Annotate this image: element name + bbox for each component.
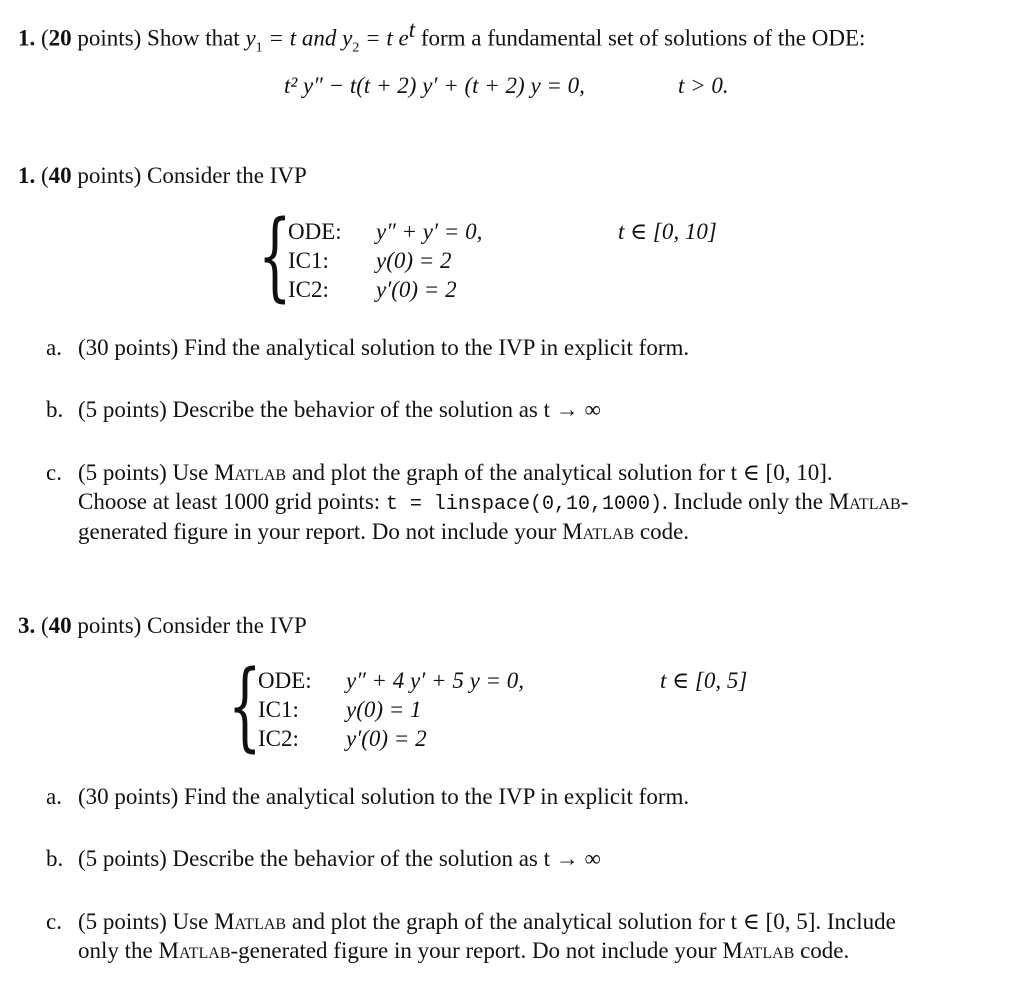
problem-3-number: 3. [18, 613, 36, 638]
problem-2-label-ic2: IC2: [288, 277, 329, 302]
problem-2-number: 1. [18, 163, 36, 188]
problem-3-domain: t ∈ [0, 5] [660, 668, 748, 693]
matlab-name: Matlab [828, 489, 901, 514]
problem-2b-label: b. [46, 397, 64, 422]
problem-3c-line2-mid: -generated figure in your report. Do not include your [230, 938, 723, 963]
problem-3-ode: y″ + 4 y′ + 5 y = 0, [346, 668, 525, 693]
y2-exponent: t [408, 17, 416, 42]
problem-2c-line2-pre: Choose at least 1000 grid points: [78, 489, 386, 514]
problem-3c-line1 [78, 910, 896, 933]
problem-3c-line1-pre: (5 points) Use [78, 909, 215, 934]
problem-3c-line2 [78, 939, 849, 962]
problem-2-label-ode: ODE: [288, 219, 342, 244]
problem-2c-line3-pre: generated figure in your report. Do not include your [78, 519, 563, 544]
problem-3c-label: c. [46, 909, 62, 934]
linspace-code: t = linspace(0,10,1000) [385, 493, 662, 516]
problem-3-intro: points) Consider the IVP [71, 613, 307, 638]
y2-subscript: 2 [352, 40, 360, 56]
problem-3-system-brace: { [228, 650, 262, 762]
problem-3-ic1: y(0) = 1 [346, 697, 422, 722]
problem-2c-line1-pre: (5 points) Use [78, 460, 215, 485]
problem-2c-line1-post: and plot the graph of the analytical solution for t ∈ [0, 10]. [286, 460, 833, 485]
problem-3-label-ode: ODE: [258, 668, 312, 693]
problem-1-statement: 1. (20 points) Show that $y_1 = t$ and $y_2 = t$ $e^t$ form a fundamental set of solutions of the ODE: [18, 17, 866, 56]
matlab-name: Matlab [214, 909, 287, 934]
y2-definition: = t e [359, 25, 409, 51]
problem-2c-line2 [78, 490, 908, 515]
problem-2a-label: a. [46, 335, 62, 360]
problem-3-label-ic1: IC1: [258, 697, 299, 722]
problem-2b-text: (5 points) Describe the behavior of the solution as t → ∞ [78, 397, 601, 422]
problem-2c-line3 [78, 520, 689, 543]
problem-3-header: 3. (40 points) Consider the IVP [18, 613, 307, 638]
problem-3-ic2: y′(0) = 2 [346, 726, 427, 751]
problem-2c-line2-mid: . Include only the [661, 489, 829, 514]
y1-definition: = t and [262, 25, 343, 51]
matlab-name: Matlab [562, 519, 635, 544]
problem-2c-line2-post: - [900, 489, 909, 514]
problem-2-ode: y″ + y′ = 0, [376, 219, 483, 244]
y1-subscript: 1 [255, 40, 263, 56]
problem-3a-text: (30 points) Find the analytical solution to the IVP in explicit form. [78, 784, 690, 809]
problem-3c-line1-post: and plot the graph of the analytical solution for t ∈ [0, 5]. Include [286, 909, 896, 934]
problem-1-number: 1. [18, 25, 36, 51]
problem-2c-line3-post: code. [634, 519, 690, 544]
problem-2-ic1: y(0) = 2 [376, 248, 452, 273]
problem-3-label-ic2: IC2: [258, 726, 299, 751]
problem-2c-line1 [78, 461, 833, 484]
problem-2-ic2: y′(0) = 2 [376, 277, 457, 302]
problem-1-points: 20 [48, 25, 72, 51]
problem-3-points: 40 [48, 613, 72, 638]
problem-3c-line2-post: code. [794, 938, 850, 963]
problem-1-ode: t² y″ − t(t + 2) y′ + (t + 2) y = 0, [284, 73, 585, 98]
problem-3b-text: (5 points) Describe the behavior of the solution as t → ∞ [78, 846, 601, 871]
problem-3b-label: b. [46, 846, 64, 871]
problem-2-domain: t ∈ [0, 10] [618, 219, 717, 244]
problem-1-domain: t > 0. [678, 73, 729, 98]
problem-3a-label: a. [46, 784, 62, 809]
problem-2a-text: (30 points) Find the analytical solution to the IVP in explicit form. [78, 335, 690, 360]
problem-1-intro: points) Show that [71, 25, 246, 51]
y2-symbol: y [342, 25, 353, 51]
problem-1-intro-end: form a fundamental set of solutions of the ODE: [415, 25, 866, 51]
matlab-name: Matlab [214, 460, 287, 485]
matlab-name: Matlab [158, 938, 231, 963]
y1-symbol: y [245, 25, 256, 51]
problem-2-intro: points) Consider the IVP [71, 163, 307, 188]
matlab-name: Matlab [722, 938, 795, 963]
problem-2c-label: c. [46, 460, 62, 485]
problem-2-label-ic1: IC1: [288, 248, 329, 273]
problem-2-points: 40 [48, 163, 72, 188]
problem-3c-line2-pre: only the [78, 938, 159, 963]
problem-2-system-brace: { [258, 200, 292, 312]
problem-2-header: 1. (40 points) Consider the IVP [18, 163, 307, 188]
